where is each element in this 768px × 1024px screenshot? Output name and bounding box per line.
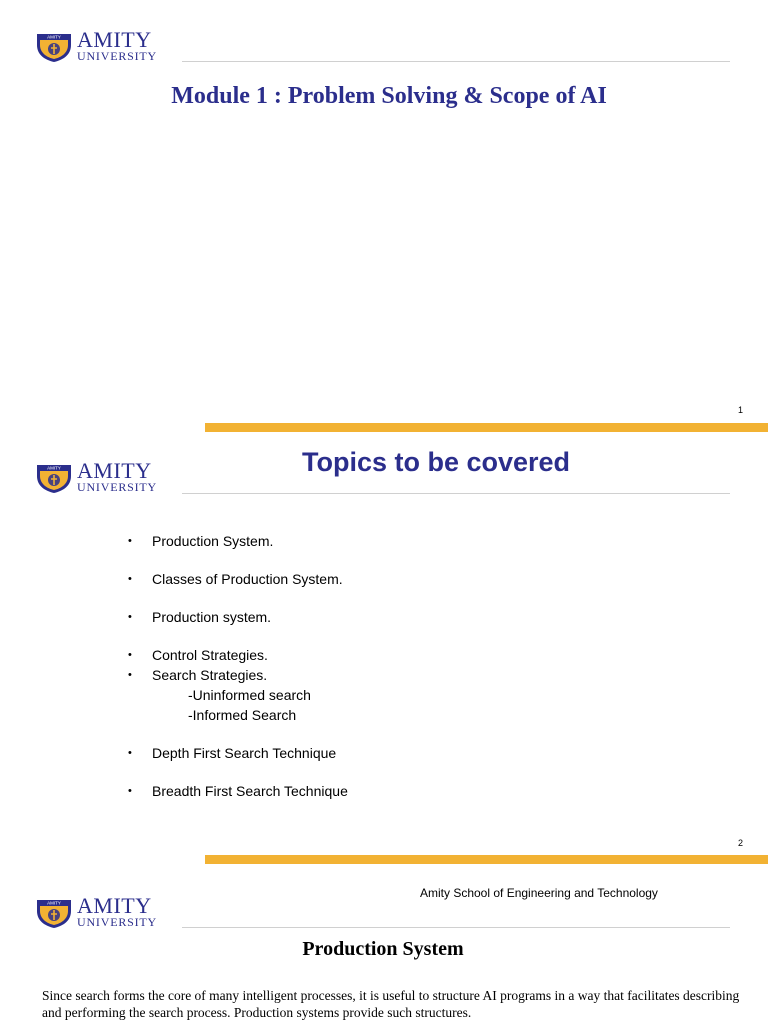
list-item: • Control Strategies. [128, 646, 348, 665]
slide-title: Topics to be covered [301, 447, 571, 477]
list-item: • Production System. [128, 532, 348, 551]
school-header: Amity School of Engineering and Technology [420, 886, 658, 900]
amity-logo [36, 893, 176, 933]
list-item: • Production system. [128, 608, 348, 627]
page-number: 2 [738, 838, 744, 848]
brand-name: AMITY [77, 458, 152, 483]
amity-logo [36, 458, 176, 498]
list-item: • Breadth First Search Technique [128, 782, 348, 801]
header-rule [182, 927, 730, 928]
slide-title: Production System [302, 938, 464, 960]
amity-shield-icon [36, 31, 72, 63]
footer-bar [205, 423, 768, 432]
list-subitem: -Uninformed search [188, 687, 311, 703]
list-item: • Classes of Production System. [128, 570, 348, 589]
slide-3 [0, 866, 768, 1024]
brand-subtitle: UNIVERSITY [77, 49, 157, 63]
page-number: 1 [738, 405, 744, 415]
topics-list [128, 532, 348, 801]
list-subitem: -Informed Search [188, 707, 297, 723]
svg-text:AMITY: AMITY [47, 465, 61, 471]
amity-logo [36, 27, 176, 67]
body-paragraph: Since search forms the core of many intelligent processes, it is useful to structure AI programs in a way that facilitates describing and performing the search process. Production systems provide such structures. [42, 988, 740, 1020]
brand-name: AMITY [77, 27, 152, 52]
brand-subtitle: UNIVERSITY [77, 480, 157, 494]
svg-text:AMITY: AMITY [47, 900, 61, 906]
brand-name: AMITY [77, 893, 152, 918]
list-item: • Depth First Search Technique [128, 744, 348, 763]
svg-text:AMITY: AMITY [47, 34, 61, 40]
brand-subtitle: UNIVERSITY [77, 915, 157, 929]
slide-title: Module 1 : Problem Solving & Scope of AI [171, 83, 607, 109]
header-rule [182, 493, 730, 494]
amity-shield-icon [36, 462, 72, 494]
footer-bar [205, 855, 768, 864]
header-rule [182, 61, 730, 62]
amity-shield-icon [36, 897, 72, 929]
list-item: • Search Strategies. [128, 666, 348, 685]
slide-1 [0, 0, 768, 432]
slide-2 [0, 432, 768, 866]
